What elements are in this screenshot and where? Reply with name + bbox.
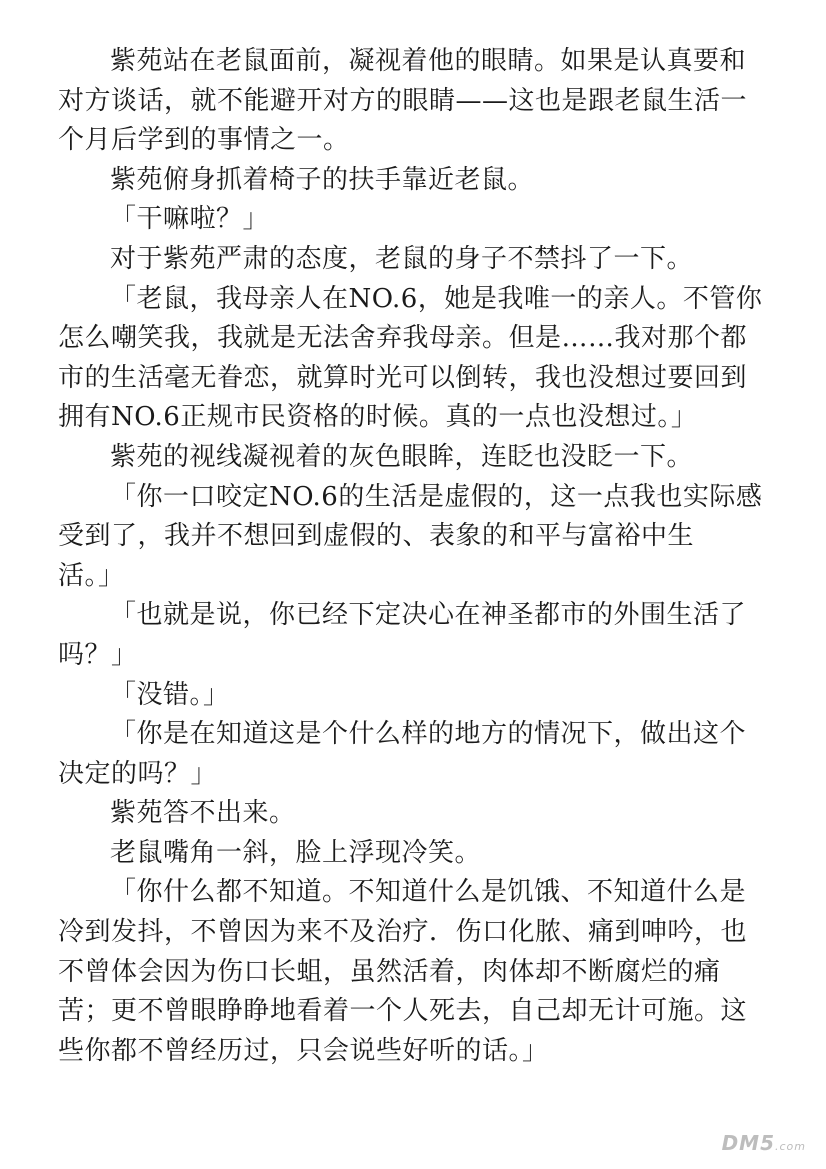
watermark-suffix: .com [775,1140,806,1153]
text-line: 对方谈话，就不能避开对方的眼睛——这也是跟老鼠生活一 [58,85,748,116]
text-line: 怎么嘲笑我，我就是无法舍弃我母亲。但是……我对那个都 [58,323,748,354]
text-line: 「你一口咬定NO.6的生活是虚假的，这一点我也实际感 [110,481,763,512]
text-line: 紫苑答不出来。 [110,798,296,829]
text-line: 「你什么都不知道。不知道什么是饥饿、不知道什么是 [110,877,747,908]
text-line: 老鼠嘴角一斜，脸上浮现冷笑。 [110,837,482,868]
text-line: 「你是在知道这是个什么样的地方的情况下，做出这个 [110,719,747,750]
text-line: 市的生活毫无眷恋，就算时光可以倒转，我也没想过要回到 [58,362,748,393]
site-watermark [722,1131,806,1155]
text-line: 个月后学到的事情之一。 [58,125,350,156]
text-line: 吗？」 [58,639,138,670]
text-line: 「也就是说，你已经下定决心在神圣都市的外围生活了 [110,600,747,631]
text-line: 活。」 [58,560,125,591]
text-line: 不曾体会因为伤口长蛆，虽然活着，肉体却不断腐烂的痛 [58,956,721,987]
text-line: 些你都不曾经历过，只会说些好听的话。」 [58,1035,549,1066]
text-line: 「老鼠，我母亲人在NO.6，她是我唯一的亲人。不管你 [110,283,763,314]
watermark-main: DM5 [721,1131,775,1155]
text-line: 「没错。」 [110,679,230,710]
text-line: 「干嘛啦？」 [110,204,270,235]
text-line: 紫苑俯身抓着椅子的扶手靠近老鼠。 [110,164,535,195]
text-line: 紫苑的视线凝视着的灰色眼眸，连眨也没眨一下。 [110,441,694,472]
text-line: 决定的吗？」 [58,758,218,789]
text-line: 对于紫苑严肃的态度，老鼠的身子不禁抖了一下。 [110,243,694,274]
text-line: 紫苑站在老鼠面前，凝视着他的眼睛。如果是认真要和 [110,46,747,76]
text-line: 冷到发抖，不曾因为来不及治疗．伤口化脓、痛到呻吟，也 [58,917,748,948]
text-page [58,42,763,1071]
text-line: 拥有NO.6正规市民资格的时候。真的一点也没想过。」 [58,402,698,433]
text-line: 苦；更不曾眼睁睁地看着一个人死去，自己却无计可施。这 [58,996,748,1027]
text-line: 受到了，我并不想回到虚假的、表象的和平与富裕中生 [58,521,695,552]
